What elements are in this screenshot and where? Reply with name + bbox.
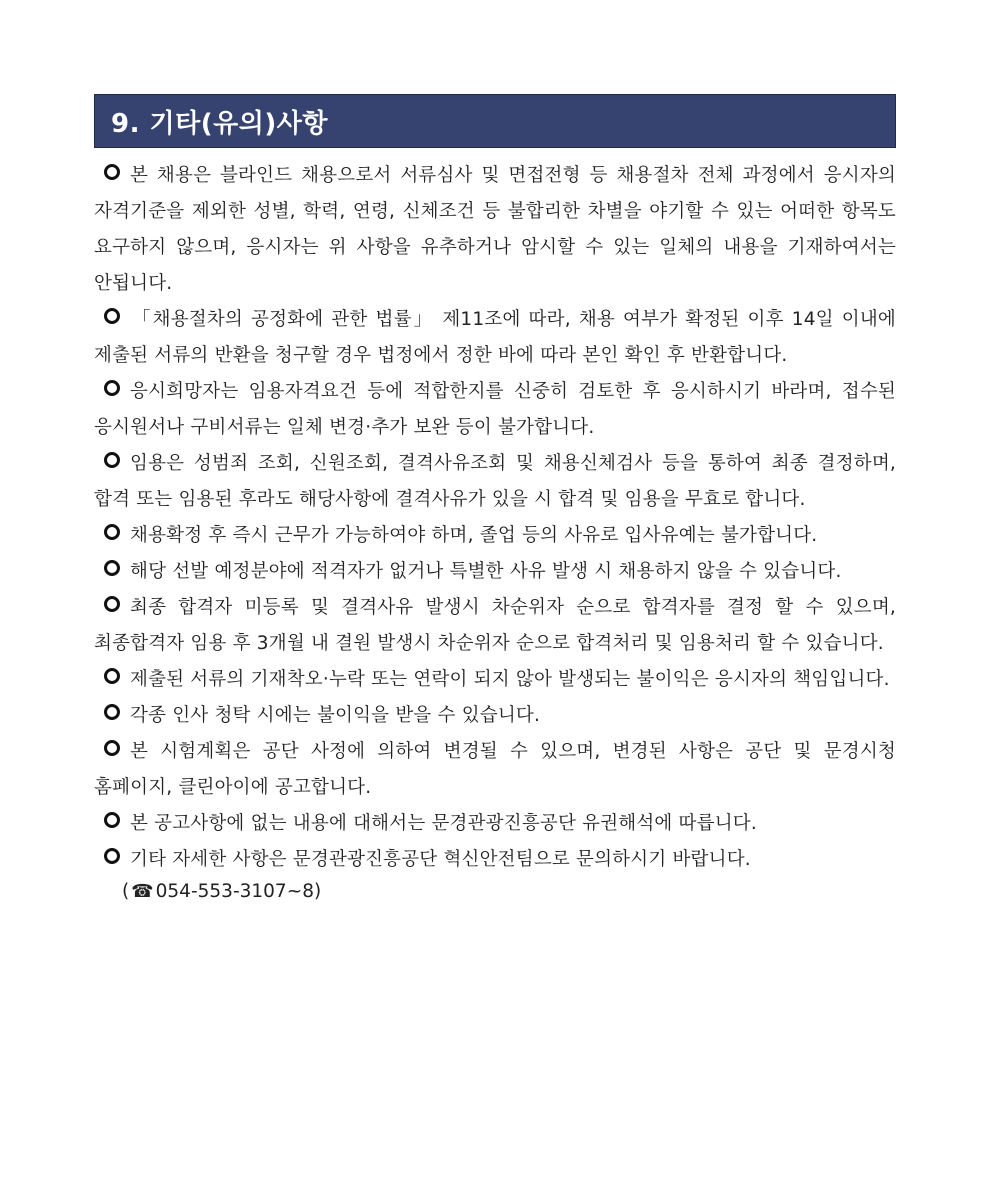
notice-item bbox=[94, 302, 896, 374]
notice-item bbox=[94, 590, 896, 662]
notice-item bbox=[94, 158, 896, 302]
circle-bullet-icon bbox=[104, 704, 120, 720]
circle-bullet-icon bbox=[104, 596, 120, 612]
contact-phone: 054-553-3107~8 bbox=[155, 881, 314, 902]
notice-item bbox=[94, 698, 896, 734]
contact-paren-close: ) bbox=[313, 881, 322, 902]
circle-bullet-icon bbox=[104, 668, 120, 684]
contact-line bbox=[94, 874, 896, 910]
notice-item bbox=[94, 446, 896, 518]
circle-bullet-icon bbox=[104, 452, 120, 468]
notice-text: 해당 선발 예정분야에 적격자가 없거나 특별한 사유 발생 시 채용하지 않을 수 있습니다. bbox=[130, 561, 842, 582]
notice-text: 기타 자세한 사항은 문경관광진흥공단 혁신안전팀으로 문의하시기 바랍니다. bbox=[130, 849, 751, 870]
notice-text: 임용은 성범죄 조회, 신원조회, 결격사유조회 및 채용신체검사 등을 통하여 최종 결정하며, 합격 또는 임용된 후라도 해당사항에 결격사유가 있을 시 합격 및 임용을 무효로 합니다. bbox=[94, 453, 896, 510]
notice-text: 응시희망자는 임용자격요건 등에 적합한지를 신중히 검토한 후 응시하시기 바라며, 접수된 응시원서나 구비서류는 일체 변경·추가 보완 등이 불가합니다. bbox=[94, 381, 896, 438]
circle-bullet-icon bbox=[104, 848, 120, 864]
page bbox=[94, 94, 896, 910]
contact-paren-open: ( bbox=[122, 881, 130, 902]
notice-item bbox=[94, 662, 896, 698]
notice-text: 제출된 서류의 기재착오·누락 또는 연락이 되지 않아 발생되는 불이익은 응시자의 책임입니다. bbox=[130, 669, 890, 690]
notice-item bbox=[94, 734, 896, 806]
notice-text: 최종 합격자 미등록 및 결격사유 발생시 차순위자 순으로 합격자를 결정 할 수 있으며, 최종합격자 임용 후 3개월 내 결원 발생시 차순위자 순으로 합격처리 및 임용처리 할 수 있습니다. bbox=[94, 597, 896, 654]
phone-icon: ☎ bbox=[131, 881, 154, 902]
circle-bullet-icon bbox=[104, 740, 120, 756]
notice-text: 「채용절차의 공정화에 관한 법률」 제11조에 따라, 채용 여부가 확정된 이후 14일 이내에 제출된 서류의 반환을 청구할 경우 법정에서 정한 바에 따라 본인 확인 후 반환합니다. bbox=[94, 309, 896, 366]
notice-text: 각종 인사 청탁 시에는 불이익을 받을 수 있습니다. bbox=[130, 705, 541, 726]
section-title: 9. 기타(유의)사항 bbox=[111, 108, 328, 139]
notice-item bbox=[94, 842, 896, 878]
notice-text: 본 공고사항에 없는 내용에 대해서는 문경관광진흥공단 유권해석에 따릅니다. bbox=[130, 813, 757, 834]
notice-text: 본 시험계획은 공단 사정에 의하여 변경될 수 있으며, 변경된 사항은 공단 및 문경시청 홈페이지, 클린아이에 공고합니다. bbox=[94, 741, 896, 798]
section-header bbox=[94, 94, 896, 148]
notice-text: 본 채용은 블라인드 채용으로서 서류심사 및 면접전형 등 채용절차 전체 과정에서 응시자의 자격기준을 제외한 성별, 학력, 연령, 신체조건 등 불합리한 차별을 야기할 수 있는 어떠한 항목도 요구하지 않으며, 응시자는 위 사항을 유추하거나 암시할 수 있는 일체의 내용을 기재하여서는 안됩니다. bbox=[94, 165, 896, 294]
notice-item bbox=[94, 518, 896, 554]
notice-item bbox=[94, 554, 896, 590]
notice-text: 채용확정 후 즉시 근무가 가능하여야 하며, 졸업 등의 사유로 입사유예는 불가합니다. bbox=[130, 525, 818, 546]
circle-bullet-icon bbox=[104, 560, 120, 576]
circle-bullet-icon bbox=[104, 380, 120, 396]
circle-bullet-icon bbox=[104, 524, 120, 540]
circle-bullet-icon bbox=[104, 812, 120, 828]
circle-bullet-icon bbox=[104, 308, 120, 324]
circle-bullet-icon bbox=[104, 164, 120, 180]
notice-item bbox=[94, 374, 896, 446]
notice-item bbox=[94, 806, 896, 842]
notice-list bbox=[94, 158, 896, 878]
